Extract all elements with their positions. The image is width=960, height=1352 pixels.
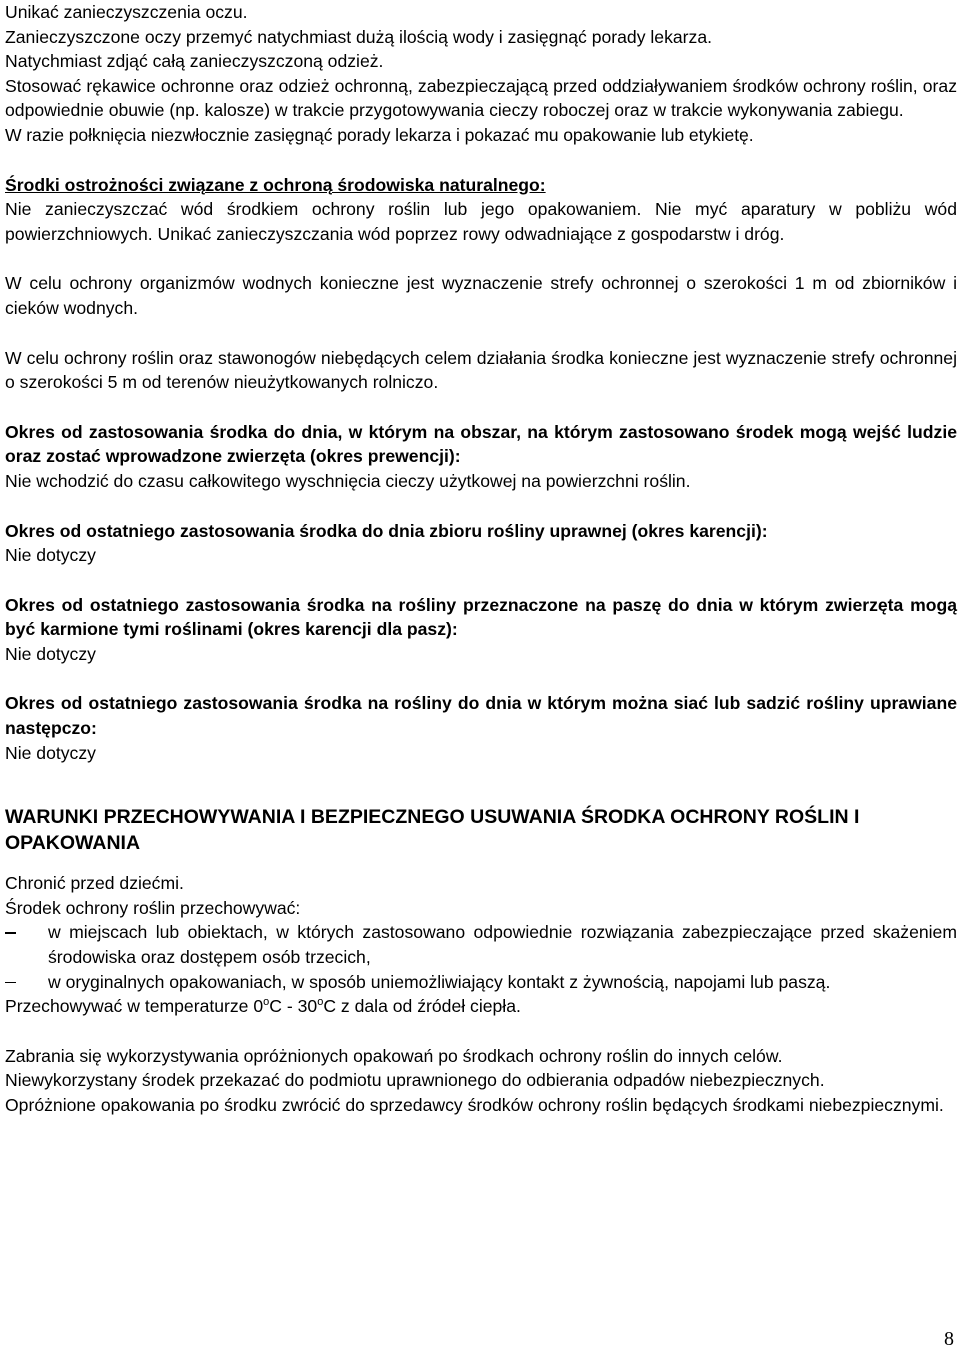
spacer	[5, 321, 957, 346]
protective-equipment-text: Stosować rękawice ochronne oraz odzież ochronną, zabezpieczającą przed oddziaływaniem środków ochrony roślin, oraz odpowiednie obuwie (np. kalosze) w trakcie przygotowywania cieczy roboczej oraz w trakcie wykonywania zabiegu.	[5, 75, 957, 121]
temperature-text-end: C z dala od źródeł ciepła.	[323, 996, 521, 1017]
environment-text: Nie zanieczyszczać wód środkiem ochrony roślin lub jego opakowaniem. Nie myć aparatury w pobliżu wód powierzchniowych. Unikać zanieczyszczania wód poprzez rowy odwadniające z gospodarstw i dróg.	[5, 199, 957, 244]
spacer	[5, 1019, 957, 1044]
dash-bullet-icon	[5, 932, 16, 933]
document-body	[5, 0, 957, 1118]
empty-container-text: Opróżnione opakowania po środku zwrócić do sprzedawcy środków ochrony roślin będących środkami niebezpiecznymi.	[5, 1095, 944, 1115]
storage-heading: WARUNKI PRZECHOWYWANIA I BEZPIECZNEGO USUWANIA ŚRODKA OCHRONY ROŚLIN I OPAKOWANIA	[5, 806, 860, 854]
storage-intro: Środek ochrony roślin przechowywać:	[5, 897, 301, 918]
pasture-heading: Okres od ostatniego zastosowania środka na rośliny przeznaczone na paszę do dnia w którym zwierzęta mogą być karmione tymi roślinami (okres karencji dla pasz):	[5, 594, 957, 640]
spacer	[5, 494, 957, 519]
temperature-text-start: Przechowywać w temperaturze 0	[5, 996, 264, 1017]
prevention-text: Nie wchodzić do czasu całkowitego wyschnięcia cieczy użytkowej na powierzchni roślin.	[5, 470, 691, 491]
list-item	[5, 920, 957, 969]
prevention-heading: Okres od zastosowania środka do dnia, w którym na obszar, na którym zastosowano środek mogą wejść ludzie oraz zostać wprowadzone zwierzęta (okres prewencji):	[5, 421, 957, 467]
temperature-text-middle: C - 30	[269, 996, 318, 1017]
page-number: 8	[944, 1328, 954, 1350]
clothing-removal-instruction: Natychmiast zdjąć całą zanieczyszczoną odzież.	[5, 51, 384, 72]
container-reuse-text: Zabrania się wykorzystywania opróżnionych opakowań po środkach ochrony roślin do innych celów.	[5, 1045, 783, 1066]
succession-text: Nie dotyczy	[5, 742, 96, 763]
list-item	[5, 970, 957, 995]
spacer	[5, 148, 957, 173]
eye-rinse-instruction: Zanieczyszczone oczy przemyć natychmiast dużą ilością wody i zasięgnąć porady lekarza.	[5, 26, 712, 47]
unused-product-text: Niewykorzystany środek przekazać do podmiotu uprawnionego do odbierania odpadów niebezpiecznych.	[5, 1070, 825, 1091]
succession-heading: Okres od ostatniego zastosowania środka na rośliny do dnia w którym można siać lub sadzić rośliny uprawiane następczo:	[5, 693, 957, 739]
swallow-instruction: W razie połknięcia niezwłocznie zasięgnąć porady lekarza i pokazać mu opakowanie lub etykietę.	[5, 124, 754, 145]
spacer	[5, 856, 957, 871]
storage-children-text: Chronić przed dziećmi.	[5, 873, 184, 894]
list-item-text: w oryginalnych opakowaniach, w sposób uniemożliwiający kontakt z żywnością, napojami lub paszą.	[48, 971, 831, 992]
spacer	[5, 765, 957, 790]
environment-heading: Środki ostrożności związane z ochroną środowiska naturalnego:	[5, 174, 546, 195]
spacer	[5, 246, 957, 271]
plant-buffer-text: W celu ochrony roślin oraz stawonogów niebędących celem działania środka konieczne jest wyznaczenie strefy ochronnej o szerokości 5 m od terenów nieużytkowanych rolniczo.	[5, 347, 957, 393]
harvest-text: Nie dotyczy	[5, 545, 96, 566]
spacer	[5, 666, 957, 691]
degree-superscript: o	[263, 996, 270, 1009]
pasture-text: Nie dotyczy	[5, 643, 96, 664]
spacer	[5, 790, 957, 805]
eye-warning: Unikać zanieczyszczenia oczu.	[5, 2, 248, 22]
list-item-text: w miejscach lub obiektach, w których zastosowano odpowiednie rozwiązania zabezpieczające przed skażeniem środowiska oraz dostępem osób trzecich,	[48, 922, 957, 968]
dash-bullet-icon	[5, 982, 16, 983]
harvest-heading: Okres od ostatniego zastosowania środka do dnia zbioru rośliny uprawnej (okres karencji):	[5, 520, 768, 541]
aquatic-buffer-text: W celu ochrony organizmów wodnych konieczne jest wyznaczenie strefy ochronnej o szerokości 1 m od zbiorników i cieków wodnych.	[5, 273, 957, 318]
storage-list	[5, 920, 957, 994]
spacer	[5, 395, 957, 420]
degree-superscript: o	[317, 996, 324, 1009]
spacer	[5, 568, 957, 593]
storage-temperature	[5, 994, 957, 1019]
